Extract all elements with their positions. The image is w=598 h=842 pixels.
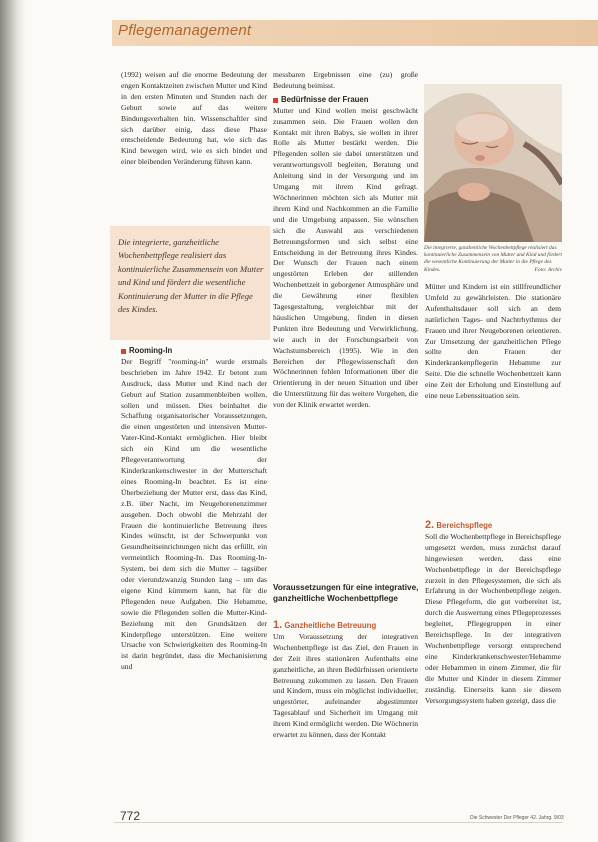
photo-credit: Foto: Archiv bbox=[534, 266, 562, 273]
footer-rule bbox=[114, 822, 562, 823]
bullet-square-icon bbox=[121, 349, 126, 354]
page-gutter-shadow bbox=[0, 0, 26, 842]
needs-text: Mutter und Kind wollen meist geschwächt zusammen sein. Die Frauen wollen den Kontakt mit ihren Babys, sie wollen in ihrer Rolle als Mutter bestärkt werden. Die Pflegenden sollen sie dabei unterstützen und verantwortungsvoll begleiten, Beratung und Anleitung sind in der Versorgung und im Umgang mit ihrem Kind gefragt. Wöchnerinnen möchten sich als Mutter mit ihrem Kind und Nachkommen an die Familie und die Umgebung anpassen. Sie wünschen sich die Auswahl aus verschiedenen Betreuungsformen und sich selbst eine Entscheidung in der Betreuung ihres Kindes. Der Wunsch der Frauen nach einem ungestörten Erleben der stillenden Wochenbettzeit in geborgener Atmosphäre und die Gewährung einer flexiblen Tagesgestaltung, vergleichbar mit der häuslichen Umgebung, finden in diesen Punkten ihre Bedeutung und Verwirklichung, wie auch in der Forschungsarbeit von Wachstumsbereich (1995). Wie in den Bereichen der Pflegewissenschaft den Wöchnerinnen fehlen Informationen über die Orientierung in der neuen Situation und über die Unterstützung für das weitere Vorgehen, die von der Klinik erwartet werden. bbox=[273, 105, 418, 410]
subsection-title: Bereichspflege bbox=[436, 521, 493, 530]
area-care-section bbox=[425, 520, 561, 816]
section-title: Pflegemanagement bbox=[118, 22, 252, 39]
rooming-in-text: Der Begriff "rooming-in" wurde erstmals beschrieben im Jahre 1942. Er betont zum Ausdruck, dass Mutter und Kind nach der Geburt auf Station zusammenbleiben wollen, sollen und müssen. Dies beinhaltet die Schaffung organisatorischer Voraussetzungen, die einen ungestörten und intensiven Mutter-Vater-Kind-Kontakt ermöglichen. Hier bleibt sich ein Kind um die wesentliche Pflegeverantwortung der Kinderkrankenschwester in der Mutterschaft eines Rooming-In beachtet. Es ist eine Überbeziehung der Mutter erst, dass das Kind, z.B. über Nacht, im Neugeborenenzimmer ausgehen. Doch obwohl die Mehrzahl der Frauen die kontinuierliche Betreuung ihres Kindes wünscht, ist der Schwerpunkt von Gesundheitseinrichtungen nicht das erfüllt, ein vermeintlich Rooming-In. Das Rooming-In-System, bei dem sich die Mutter – tagsüber oder vierundzwanzig Stunden lang – um das eigene Kind kümmern kann, hat für die Pflegenden neue Aufgaben. Die Hebamme, sowie die Pflegenden sollen die Mutter-Kind-Beziehung mit den Grundsätzen der Kinderpflege unterstützen. Eine weitere Ursache von Schwierigkeiten des Rooming-In ist darin begründet, dass die Mechanisierung und bbox=[121, 356, 267, 672]
column-3 bbox=[425, 282, 561, 402]
column-3-text: Mütter und Kindern ist ein stillfreundlicher Umfeld zu gewährleisten. Die stationäre Aufenthaltsdauer soll sich an dem natürlichen Tages- und Nachtrhythmus der Frauen und ihrer Neugeborenen orientieren. Zur Umsetzung der ganzheitlichen Pflege sollte den Frauen der Kinderkrankenpflegerin Hebamme zur Seite. Die die schnelle Wochenbettzeit kann eine Zeit der Erholung und Einstellung auf eine neue Lebenssituation sein. bbox=[425, 282, 561, 401]
bullet-square-icon bbox=[273, 98, 278, 103]
column-1-intro bbox=[121, 70, 267, 168]
subsection-number: 1. bbox=[273, 619, 283, 631]
subsection-number: 2. bbox=[425, 519, 435, 531]
mother-baby-photo bbox=[424, 84, 562, 242]
intro-paragraph: (1992) weisen auf die enorme Bedeutung der engen Kontaktzeiten zwischen Mutter und Kind in den ersten Minuten und Stunden nach der Geburt sowie auf das weitere Bindungsverhalten hin. Wissenschaftler sind sich darüber einig, dass diese Phase entscheidende Bedeutung hat, wie sich das Kind bewegen wird, wie es sich bindet und einer bleibenden Veränderung führen kann. bbox=[121, 70, 267, 167]
column-2-intro: messbaren Ergebnissen eine (zu) große Bedeutung beimisst. bbox=[273, 70, 418, 90]
pull-quote: Die integrierte, ganzheitliche Wochenbettpflege realisiert das kontinuierliche Zusammensein von Mutter und Kind und fördert die wesentliche Kontinuierung der Mutter in die Pflege des Kindes. bbox=[118, 237, 264, 315]
rooming-in-heading: Rooming-In bbox=[129, 346, 173, 355]
subsection-title: Ganzheitliche Betreuung bbox=[284, 621, 377, 630]
page-number: 772 bbox=[120, 809, 141, 823]
holistic-care-text: Um Voraussetzung der integrativen Wochenbettpflege ist das Ziel, den Frauen in der Zeit ihres stationären Aufenthalts eine ganzheitliche, an ihren Bedürfnissen orientierte Betreuung zukommen zu lassen. Den Frauen und Kindern, muss ein möglichst individueller, ungestörter, aufeinander abgestimmter Tagesablauf und Sicherheit im Umgang mit ihrem Kind ermöglicht werden. Die Wöchnerin erwartet zu können, dass der Kontakt bbox=[273, 631, 418, 740]
section-heading: Voraussetzungen für eine integrative, ganzheitliche Wochenbettpflege bbox=[273, 583, 419, 603]
caption-text: Die integrierte, ganzheitliche Wochenbettpflege realisiert das kontinuierliche Zusammensein von Mutter und Kind und fördert die wesentliche Kontinuierung der Mutter in die Pflege des Kindes. bbox=[424, 245, 562, 273]
area-care-text: Soll die Wochenbettpflege in Bereichspflege umgesetzt werden, muss zunächst darauf hingewiesen werden, dass eine Wochenbettpflege in der Bereichspflege zurzeit in den Pflegesystemen, die sich als Erfahrung in der Wochenbettpflege zeigen. Diese Pflegeform, die gut vorbereitet ist, durch die Auswertung eines Pflegeprozesses begleitet, Pflegegruppen in einer Bereichspflege. In der integrativen Wochenbettpflege versorgt entsprechend eine Kinderkrankenschwester/Hebamme oder Hebammen in einem Zimmer, die für die Mutter und Kinder in diesem Zimmer zuständig. Einerseits kann sie diesem Versorgungssystem haben gezeigt, dass die bbox=[425, 531, 561, 705]
holistic-care-section bbox=[273, 620, 418, 807]
photo-caption bbox=[424, 245, 562, 274]
newborn-photo-illustration bbox=[424, 84, 562, 242]
publication-source: Die Schwester Der Pfleger 42. Jahrg. 9/03 bbox=[470, 815, 564, 821]
needs-heading: Bedürfnisse der Frauen bbox=[281, 94, 369, 104]
column-2 bbox=[273, 70, 418, 546]
rooming-in-section bbox=[121, 346, 267, 673]
